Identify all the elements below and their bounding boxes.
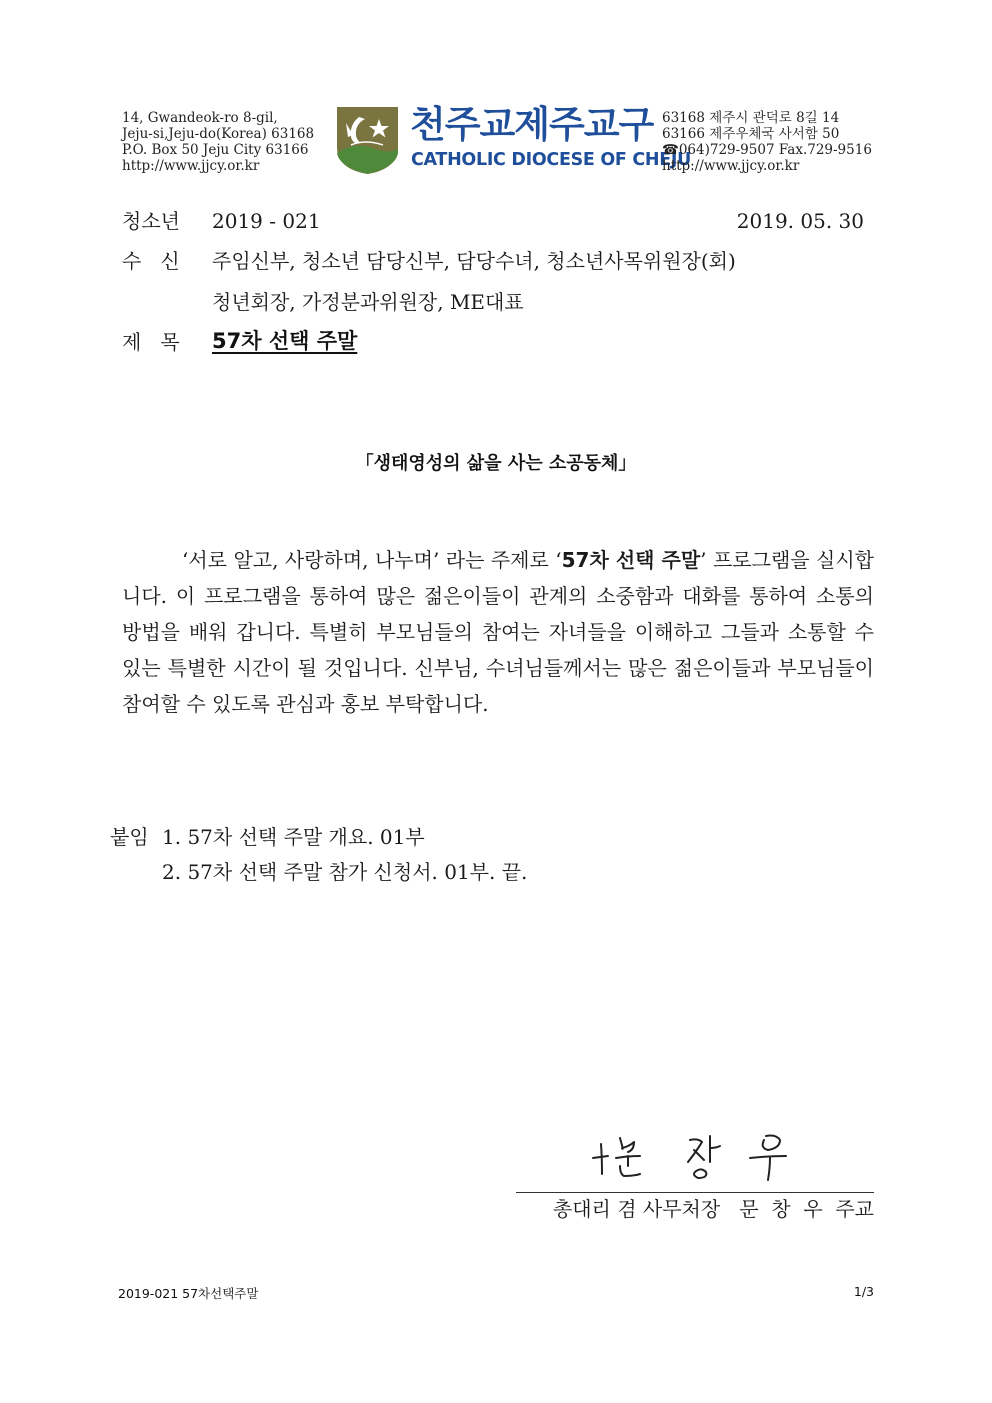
recipients-line: 청년회장, 가정분과위원장, ME대표 xyxy=(212,290,524,314)
recipients-line: 주임신부, 청소년 담당신부, 담당수녀, 청소년사목위원장(회) xyxy=(212,249,736,273)
diocese-name-english: CATHOLIC DIOCESE OF CHEJU xyxy=(411,150,692,170)
address-line: 14, Gwandeok-ro 8-gil, xyxy=(122,110,278,126)
doc-number-label: 청소년 xyxy=(122,209,180,233)
address-line: 63166 제주우체국 사서함 50 xyxy=(662,126,840,142)
doc-date: 2019. 05. 30 xyxy=(736,209,864,233)
diocese-name-korean: 천주교제주교구 xyxy=(410,103,654,146)
address-line: 63168 제주시 관덕로 8길 14 xyxy=(662,110,840,126)
footer-doc-ref: 2019-021 57차선택주말 xyxy=(118,1286,259,1301)
body-highlight: 57차 선택 주말 xyxy=(561,548,701,572)
website-link[interactable]: http://www.jjcy.or.kr xyxy=(122,158,260,174)
recipient-label: 수 신 xyxy=(122,249,180,273)
subject-label: 제 목 xyxy=(122,330,180,354)
attachment-item: 2. 57차 선택 주말 참가 신청서. 01부. 끝. xyxy=(162,860,528,884)
address-line: P.O. Box 50 Jeju City 63166 xyxy=(122,142,309,158)
phone-fax-line: ☎064)729-9507 Fax.729-9516 xyxy=(662,142,872,158)
signer-name: 총대리 겸 사무처장 문 창 우 주교 xyxy=(552,1197,874,1221)
diocese-emblem-icon xyxy=(335,103,400,175)
footer-page-number: 1/3 xyxy=(853,1284,874,1299)
attachment-item: 1. 57차 선택 주말 개요. 01부 xyxy=(162,825,425,849)
address-line: Jeju-si,Jeju-do(Korea) 63168 xyxy=(122,126,315,142)
letterhead-address-en xyxy=(122,110,332,174)
attachments-label: 붙임 xyxy=(110,825,149,849)
body-text-part: ‘서로 알고, 사랑하며, 나누며’ 라는 주제로 ‘ xyxy=(182,548,562,572)
signature-divider xyxy=(516,1192,874,1193)
doc-number-value: 2019 - 021 xyxy=(212,209,321,233)
signature-text xyxy=(0,0,1,1)
body-text-part: ’ 프로그램을 실시합니다. 이 프로그램을 통하여 많은 젊은이들이 관계의 소중함과 대화를 통하여 소통의 방법을 배워 갑니다. 특별히 부모님들의 참여는 자녀들을 이해하고 그들과 소통할 수 있는 특별한 시간이 될 것입니다. 신부님, 수녀님들께서는 많은 젊은이들과 부모님들이 참여할 수 있도록 관심과 홍보 부탁합니다. xyxy=(122,548,874,716)
letterhead-address-kr xyxy=(662,110,877,174)
motto: 「생태영성의 삶을 사는 소공동체」 xyxy=(355,453,637,474)
website-link[interactable]: http://www.jjcy.or.kr xyxy=(662,158,800,174)
body-paragraph xyxy=(122,542,874,722)
subject-title: 57차 선택 주말 xyxy=(212,329,358,353)
handwritten-signature xyxy=(590,1122,830,1184)
